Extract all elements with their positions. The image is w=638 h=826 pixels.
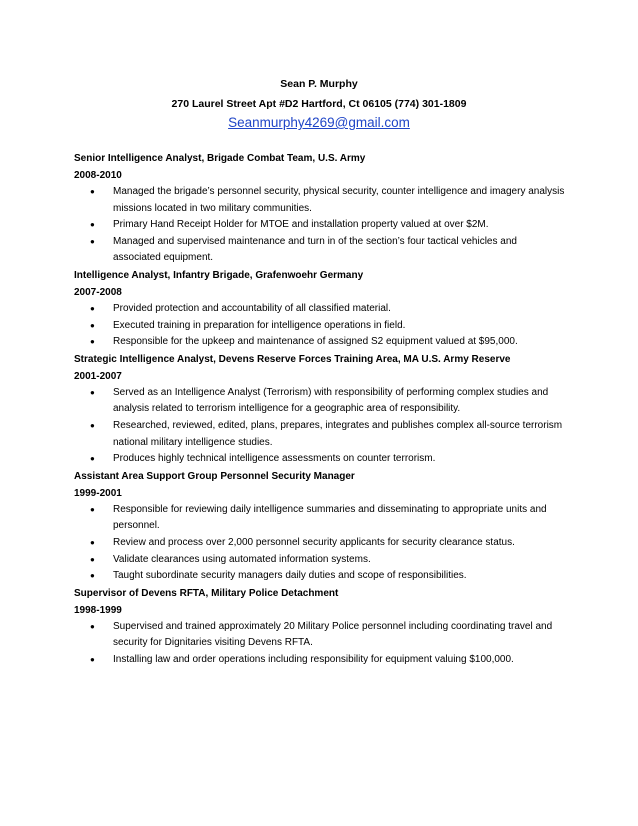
duty-text: Primary Hand Receipt Holder for MTOE and installation property valued at over $2M. [113, 219, 489, 231]
duty-text: Installing law and order operations including responsibility for equipment valuing $100,000. [113, 653, 514, 665]
job-dates: 1999-2001 [74, 487, 122, 499]
duty-text: Validate clearances using automated information systems. [113, 553, 371, 565]
job-title: Senior Intelligence Analyst, Brigade Combat Team, U.S. Army [74, 153, 366, 164]
duty-item [74, 619, 566, 652]
email-link[interactable]: Seanmurphy4269@gmail.com [228, 115, 410, 130]
job-title: Supervisor of Devens RFTA, Military Police Detachment [74, 587, 339, 599]
bullet-icon: ● [90, 504, 95, 514]
duties-list [74, 184, 566, 267]
duty-item [74, 418, 566, 451]
bullet-icon: ● [90, 537, 95, 547]
duty-item [74, 184, 566, 217]
duty-text: Researched, reviewed, edited, plans, prepares, integrates and publishes complex all-source terrorism national military intelligence studies. [113, 419, 563, 448]
bullet-icon: ● [90, 420, 95, 430]
duty-item [74, 234, 566, 267]
bullet-icon: ● [90, 236, 95, 246]
duty-item [74, 552, 566, 569]
bullet-icon: ● [90, 337, 95, 347]
experience-entry [74, 151, 566, 267]
duty-item [74, 568, 566, 585]
duty-text: Produces highly technical intelligence assessments on counter terrorism. [113, 453, 436, 465]
duty-item [74, 318, 566, 335]
bullet-icon: ● [90, 187, 95, 196]
duty-item [74, 301, 566, 318]
bullet-icon: ● [90, 303, 95, 313]
bullet-icon: ● [90, 387, 95, 397]
duty-item [74, 385, 566, 418]
duty-text: Managed and supervised maintenance and turn in of the section’s four tactical vehicles and associated equipment. [113, 235, 517, 264]
duties-list [74, 502, 566, 585]
bullet-icon: ● [90, 554, 95, 564]
experience-entry [74, 268, 566, 351]
bullet-icon: ● [90, 220, 95, 230]
duty-item [74, 535, 566, 552]
duty-item [74, 334, 566, 351]
duty-item [74, 451, 566, 468]
job-title: Strategic Intelligence Analyst, Devens Reserve Forces Training Area, MA U.S. Army Reserve [74, 353, 511, 365]
duty-text: Responsible for the upkeep and maintenance of assigned S2 equipment valued at $95,000. [113, 336, 518, 348]
duty-item [74, 217, 566, 234]
duty-text: Managed the brigade’s personnel security, physical security, counter intelligence and imagery analysis missions located in two military communities. [113, 186, 565, 214]
duty-text: Review and process over 2,000 personnel security applicants for security clearance status. [113, 536, 515, 548]
duty-text: Served as an Intelligence Analyst (Terrorism) with responsibility of performing complex studies and analysis related to terrorism intelligence for a geographic area of responsibility. [113, 386, 549, 415]
job-title: Intelligence Analyst, Infantry Brigade, Grafenwoehr Germany [74, 269, 364, 281]
job-dates: 2007-2008 [74, 286, 122, 298]
duty-text: Taught subordinate security managers daily duties and scope of responsibilities. [113, 570, 467, 582]
experience-entry [74, 352, 566, 468]
bullet-icon: ● [90, 621, 95, 631]
job-dates: 1998-1999 [74, 604, 122, 616]
job-title: Assistant Area Support Group Personnel Security Manager [74, 470, 355, 482]
duties-list [74, 619, 566, 669]
duties-list [74, 385, 566, 468]
bullet-icon: ● [90, 320, 95, 330]
job-dates: 2008-2010 [74, 170, 122, 181]
bullet-icon: ● [90, 654, 95, 664]
experience-entry [74, 586, 566, 669]
duty-text: Executed training in preparation for intelligence operations in field. [113, 319, 406, 331]
contact-address-phone: 270 Laurel Street Apt #D2 Hartford, Ct 06105 (774) 301-1809 [171, 98, 467, 110]
candidate-name: Sean P. Murphy [280, 78, 358, 90]
duty-item [74, 652, 566, 669]
duties-list [74, 301, 566, 351]
experience-section [74, 150, 566, 668]
duty-item [74, 502, 566, 535]
job-dates: 2001-2007 [74, 370, 122, 382]
experience-entry [74, 469, 566, 585]
duty-text: Responsible for reviewing daily intelligence summaries and disseminating to appropriate units and personnel. [113, 503, 547, 532]
bullet-icon: ● [90, 571, 95, 581]
resume-header [0, 76, 638, 132]
bullet-icon: ● [90, 454, 95, 464]
duty-text: Supervised and trained approximately 20 Military Police personnel including coordinating travel and security for Dignitaries visiting Devens RFTA. [113, 620, 553, 649]
duty-text: Provided protection and accountability of all classified material. [113, 302, 391, 314]
